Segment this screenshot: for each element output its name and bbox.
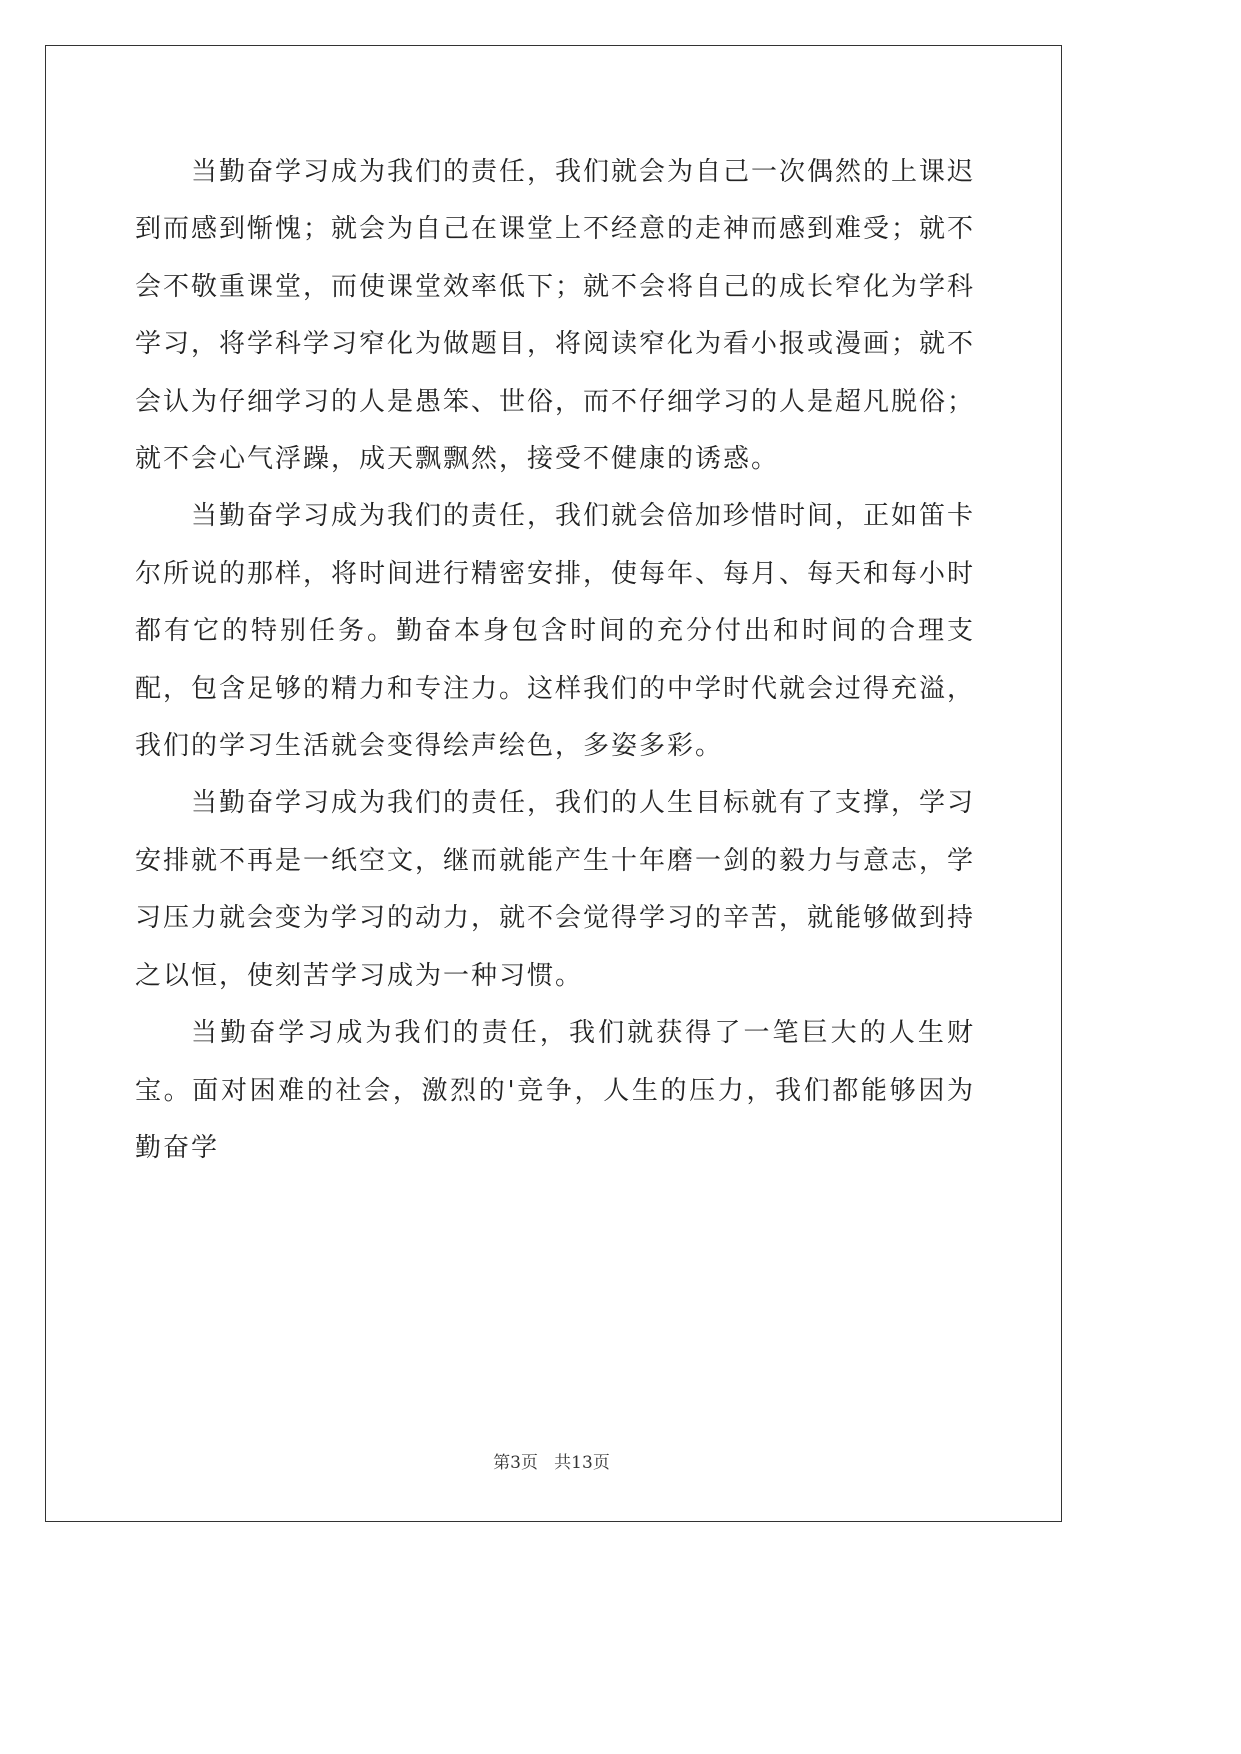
paragraph-2: 当勤奋学习成为我们的责任，我们就会倍加珍惜时间，正如笛卡尔所说的那样，将时间进行精密安排，使每年、每月、每天和每小时都有它的特别任务。勤奋本身包含时间的充分付出和时间的合理支配，包含足够的精力和专注力。这样我们的中学时代就会过得充溢，我们的学习生活就会变得绘声绘色，多姿多彩。 [135, 501, 976, 762]
paragraph-1: 当勤奋学习成为我们的责任，我们就会为自己一次偶然的上课迟到而感到惭愧；就会为自己在课堂上不经意的走神而感到难受；就不会不敬重课堂，而使课堂效率低下；就不会将自己的成长窄化为学科学习，将学科学习窄化为做题目，将阅读窄化为看小报或漫画；就不会认为仔细学习的人是愚笨、世俗，而不仔细学习的人是超凡脱俗；就不会心气浮躁，成天飘飘然，接受不健康的诱惑。 [135, 157, 976, 475]
paragraph-4: 当勤奋学习成为我们的责任，我们就获得了一笔巨大的人生财宝。面对困难的社会，激烈的'竞争，人生的压力，我们都能够因为勤奋学 [135, 1018, 975, 1163]
paragraph-3: 当勤奋学习成为我们的责任，我们的人生目标就有了支撑，学习安排就不再是一纸空文，继而就能产生十年磨一剑的毅力与意志，学习压力就会变为学习的动力，就不会觉得学习的辛苦，就能够做到持之以恒，使刻苦学习成为一种习惯。 [135, 788, 976, 991]
page-footer: 第3页 共13页 [493, 1453, 610, 1473]
document-body [135, 144, 975, 1177]
